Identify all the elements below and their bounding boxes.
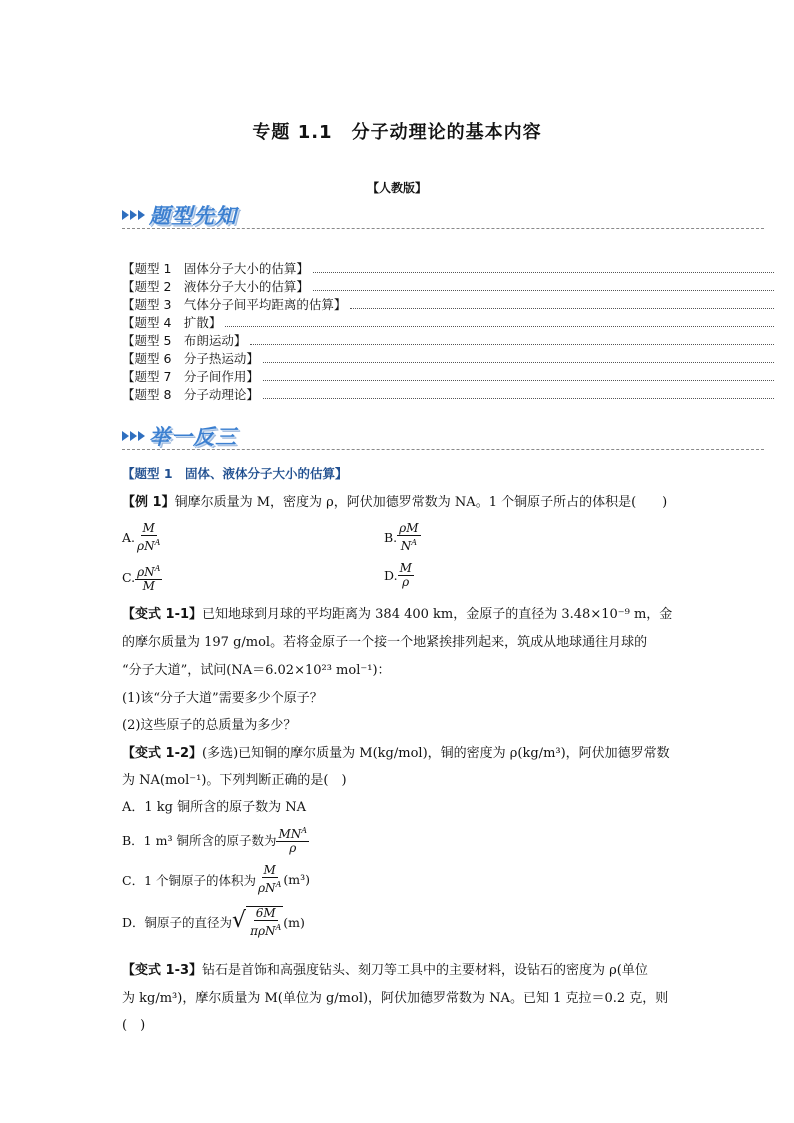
denominator: ρ — [402, 575, 410, 589]
option-d[interactable] — [384, 562, 414, 589]
chevron-arrows-icon — [122, 431, 146, 441]
leader-dots — [350, 308, 774, 309]
radical-sign-icon: √ — [232, 908, 247, 933]
option-label: C. — [122, 570, 136, 585]
leader-dots — [313, 272, 774, 273]
chevron-arrows-icon — [122, 210, 146, 220]
toc-item-label: 【题型 3 气体分子间平均距离的估算】 — [122, 297, 347, 312]
toc-item[interactable] — [122, 295, 774, 313]
toc-item[interactable] — [122, 385, 774, 403]
question-tag: 【例 1】 — [122, 495, 175, 510]
superscript: A — [275, 880, 282, 889]
fraction — [248, 907, 283, 938]
divider — [122, 449, 764, 450]
question-text: (多选)已知铜的摩尔质量为 M(kg/mol)，铜的密度为 ρ(kg/m³)，阿伏加德罗常数 — [202, 746, 670, 761]
denominator — [248, 921, 283, 938]
question-text: 钻石是首饰和高强度钻头、刻刀等工具中的主要材料，设钻石的密度为 ρ(单位 — [202, 963, 648, 978]
variant-1-2-line1 — [122, 742, 670, 761]
superscript: A — [301, 826, 308, 835]
question-text: 铜摩尔质量为 M，密度为 ρ，阿伏加德罗常数为 NA。1 个铜原子所占的体积是( ) — [174, 495, 668, 510]
variant-1-3-line3: ( ) — [122, 1018, 146, 1033]
denominator — [135, 536, 162, 553]
option-c[interactable] — [122, 864, 310, 895]
numerator: M — [263, 863, 276, 877]
banner-preview — [122, 201, 237, 229]
toc-item-label: 【题型 5 布朗运动】 — [122, 333, 247, 348]
sub-question-1: (1)该“分子大道”需要多少个原子？ — [122, 691, 323, 706]
leader-dots — [313, 290, 774, 291]
superscript: A — [275, 923, 282, 932]
fraction — [397, 522, 420, 553]
variant-1-3-line2: 为 kg/m³)，摩尔质量为 M(单位为 g/mol)，阿伏加德罗常数为 NA。已知 1 克拉＝0.2 克，则 — [122, 991, 669, 1006]
toc-item[interactable] — [122, 313, 774, 331]
variant-1-1-line2: 的摩尔质量为 197 g/mol。若将金原子一个接一个地紧挨排列起来，筑成从地球通往月球的 — [122, 635, 648, 650]
denominator — [399, 536, 419, 553]
toc-item[interactable] — [122, 367, 774, 385]
toc-item-label: 【题型 7 分子间作用】 — [122, 369, 259, 384]
page-title: 专题 1.1 分子动理论的基本内容 — [252, 122, 542, 143]
numerator — [276, 824, 309, 842]
toc-item[interactable] — [122, 331, 774, 349]
variant-1-1-line3: “分子大道”，试问(NA＝6.02×10²³ mol⁻¹)： — [122, 663, 391, 678]
banner-title: 举一反三 — [149, 425, 237, 449]
leader-dots — [250, 344, 774, 345]
question-text: 已知地球到月球的平均距离为 384 400 km，金原子的直径为 3.48×10⁻⁹ m，金 — [202, 607, 673, 622]
leader-dots — [263, 380, 774, 381]
numerator-text: MN — [278, 827, 302, 841]
numerator: ρM — [399, 521, 419, 535]
denominator: ρ — [289, 841, 297, 855]
leader-dots — [225, 326, 774, 327]
denominator-text: πρN — [250, 924, 276, 938]
option-a[interactable] — [122, 522, 162, 553]
option-b[interactable] — [384, 522, 421, 553]
superscript: A — [411, 538, 417, 547]
option-d[interactable] — [122, 906, 305, 938]
denominator-text: ρN — [258, 881, 276, 895]
section-heading: 【题型 1 固体、液体分子大小的估算】 — [122, 466, 348, 481]
question-tag: 【变式 1-2】 — [122, 746, 203, 761]
divider — [122, 228, 764, 229]
unit-text: (m³) — [283, 872, 310, 887]
toc-item[interactable] — [122, 277, 774, 295]
option-text: C．1 个铜原子的体积为 — [122, 872, 256, 888]
option-b[interactable] — [122, 824, 309, 855]
toc-item[interactable] — [122, 349, 774, 367]
leader-dots — [263, 398, 774, 399]
denominator: M — [142, 579, 155, 593]
banner-title: 题型先知 — [149, 204, 237, 228]
example-1 — [122, 491, 667, 510]
fraction — [135, 562, 162, 593]
numerator: 6M — [255, 906, 276, 920]
superscript: A — [154, 538, 161, 547]
option-label: D. — [384, 568, 398, 583]
toc-item-label: 【题型 6 分子热运动】 — [122, 351, 259, 366]
superscript: A — [154, 564, 161, 573]
radicand — [246, 906, 283, 938]
option-text: D．铜原子的直径为 — [122, 915, 233, 930]
denominator-text: N — [400, 539, 412, 553]
square-root — [232, 906, 283, 938]
question-tag: 【变式 1-3】 — [122, 963, 203, 978]
numerator: M — [399, 561, 412, 575]
variant-1-1-line1 — [122, 603, 672, 622]
fraction — [135, 522, 162, 553]
numerator: M — [142, 521, 155, 535]
variant-1-3-line1 — [122, 959, 648, 978]
edition-label: 【人教版】 — [366, 181, 427, 195]
question-tag: 【变式 1-1】 — [122, 607, 203, 622]
toc-item-label: 【题型 8 分子动理论】 — [122, 387, 259, 402]
numerator — [135, 562, 162, 580]
sub-question-2: (2)这些原子的总质量为多少？ — [122, 718, 297, 733]
option-a[interactable]: A．1 kg 铜所含的原子数为 NA — [122, 800, 307, 815]
leader-dots — [263, 362, 774, 363]
toc-item-label: 【题型 1 固体分子大小的估算】 — [122, 261, 309, 276]
toc-item-label: 【题型 2 液体分子大小的估算】 — [122, 279, 309, 294]
banner-practice — [122, 422, 237, 450]
option-text: B．1 m³ 铜所含的原子数为 — [122, 832, 277, 848]
numerator-text: ρN — [137, 565, 155, 579]
denominator-text: ρN — [137, 539, 155, 553]
fraction — [256, 864, 283, 895]
option-label: A. — [122, 530, 136, 545]
denominator — [256, 878, 283, 895]
fraction — [276, 824, 309, 855]
toc-item[interactable] — [122, 259, 774, 277]
variant-1-2-line2: 为 NA(mol⁻¹)。下列判断正确的是( ) — [122, 773, 347, 788]
fraction — [398, 562, 414, 589]
option-c[interactable] — [122, 562, 162, 593]
option-label: B. — [384, 530, 398, 545]
toc-item-label: 【题型 4 扩散】 — [122, 315, 222, 330]
unit-text: (m) — [283, 914, 305, 930]
